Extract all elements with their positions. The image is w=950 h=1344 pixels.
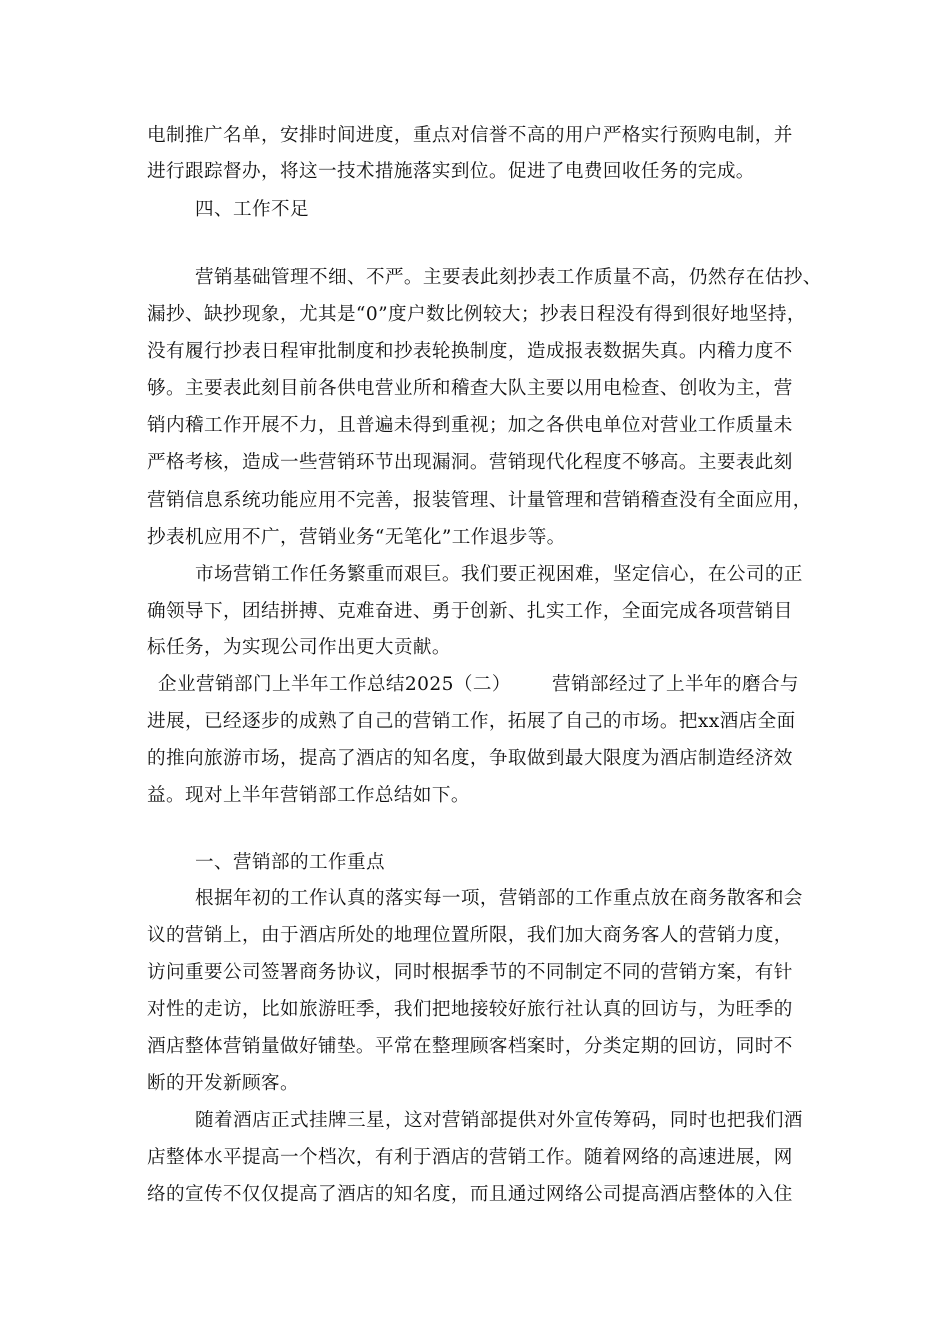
text-line: 酒店整体营销量做好铺垫。平常在整理顾客档案时，分类定期的回访，同时不 bbox=[147, 1036, 793, 1057]
text-line: 店整体水平提高一个档次，有利于酒店的营销工作。随着网络的高速进展，网 bbox=[147, 1147, 793, 1168]
section-heading: 四、工作不足 bbox=[195, 199, 309, 220]
text-line: 漏抄、缺抄现象，尤其是“0”度户数比例较大；抄表日程没有得到很好地坚持， bbox=[147, 304, 806, 325]
text-line: 议的营销上，由于酒店所处的地理位置所限，我们加大商务客人的营销力度， bbox=[147, 925, 793, 946]
document-subtitle: 企业营销部门上半年工作总结2025（二） bbox=[158, 674, 511, 695]
text-line: 营销基础管理不细、不严。主要表此刻抄表工作质量不高，仍然存在估抄、 bbox=[195, 267, 822, 288]
text-line: 够。主要表此刻目前各供电营业所和稽查大队主要以用电检查、创收为主，营 bbox=[147, 378, 793, 399]
text-line: 络的宣传不仅仅提高了酒店的知名度，而且通过网络公司提高酒店整体的入住 bbox=[147, 1184, 793, 1205]
text-line: 营销部经过了上半年的磨合与 bbox=[552, 674, 799, 695]
text-line: 益。现对上半年营销部工作总结如下。 bbox=[147, 785, 470, 806]
text-line: 进行跟踪督办，将这一技术措施落实到位。促进了电费回收任务的完成。 bbox=[147, 161, 755, 182]
text-line: 进展，已经逐步的成熟了自己的营销工作，拓展了自己的市场。把xx酒店全面 bbox=[147, 711, 796, 732]
text-line: 抄表机应用不广，营销业务“无笔化”工作退步等。 bbox=[147, 527, 566, 548]
text-line: 市场营销工作任务繁重而艰巨。我们要正视困难，坚定信心，在公司的正 bbox=[195, 564, 803, 585]
text-line: 电制推广名单，安排时间进度，重点对信誉不高的用户严格实行预购电制，并 bbox=[147, 125, 793, 146]
text-line: 标任务，为实现公司作出更大贡献。 bbox=[147, 637, 451, 658]
text-line: 确领导下，团结拼搏、克难奋进、勇于创新、扎实工作，全面完成各项营销目 bbox=[147, 601, 793, 622]
section-heading: 一、营销部的工作重点 bbox=[195, 852, 385, 873]
text-line: 没有履行抄表日程审批制度和抄表轮换制度，造成报表数据失真。内稽力度不 bbox=[147, 341, 793, 362]
text-line: 的推向旅游市场，提高了酒店的知名度，争取做到最大限度为酒店制造经济效 bbox=[147, 748, 793, 769]
text-line: 严格考核，造成一些营销环节出现漏洞。营销现代化程度不够高。主要表此刻 bbox=[147, 452, 793, 473]
text-line: 根据年初的工作认真的落实每一项，营销部的工作重点放在商务散客和会 bbox=[195, 888, 803, 909]
text-line: 断的开发新顾客。 bbox=[147, 1073, 299, 1094]
text-line: 销内稽工作开展不力，且普遍未得到重视；加之各供电单位对营业工作质量未 bbox=[147, 415, 793, 436]
text-line: 对性的走访，比如旅游旺季，我们把地接较好旅行社认真的回访与，为旺季的 bbox=[147, 999, 793, 1020]
text-line: 访问重要公司签署商务协议，同时根据季节的不同制定不同的营销方案，有针 bbox=[147, 962, 793, 983]
text-line: 随着酒店正式挂牌三星，这对营销部提供对外宣传筹码，同时也把我们酒 bbox=[195, 1110, 803, 1131]
text-line: 营销信息系统功能应用不完善，报装管理、计量管理和营销稽查没有全面应用， bbox=[147, 490, 812, 511]
